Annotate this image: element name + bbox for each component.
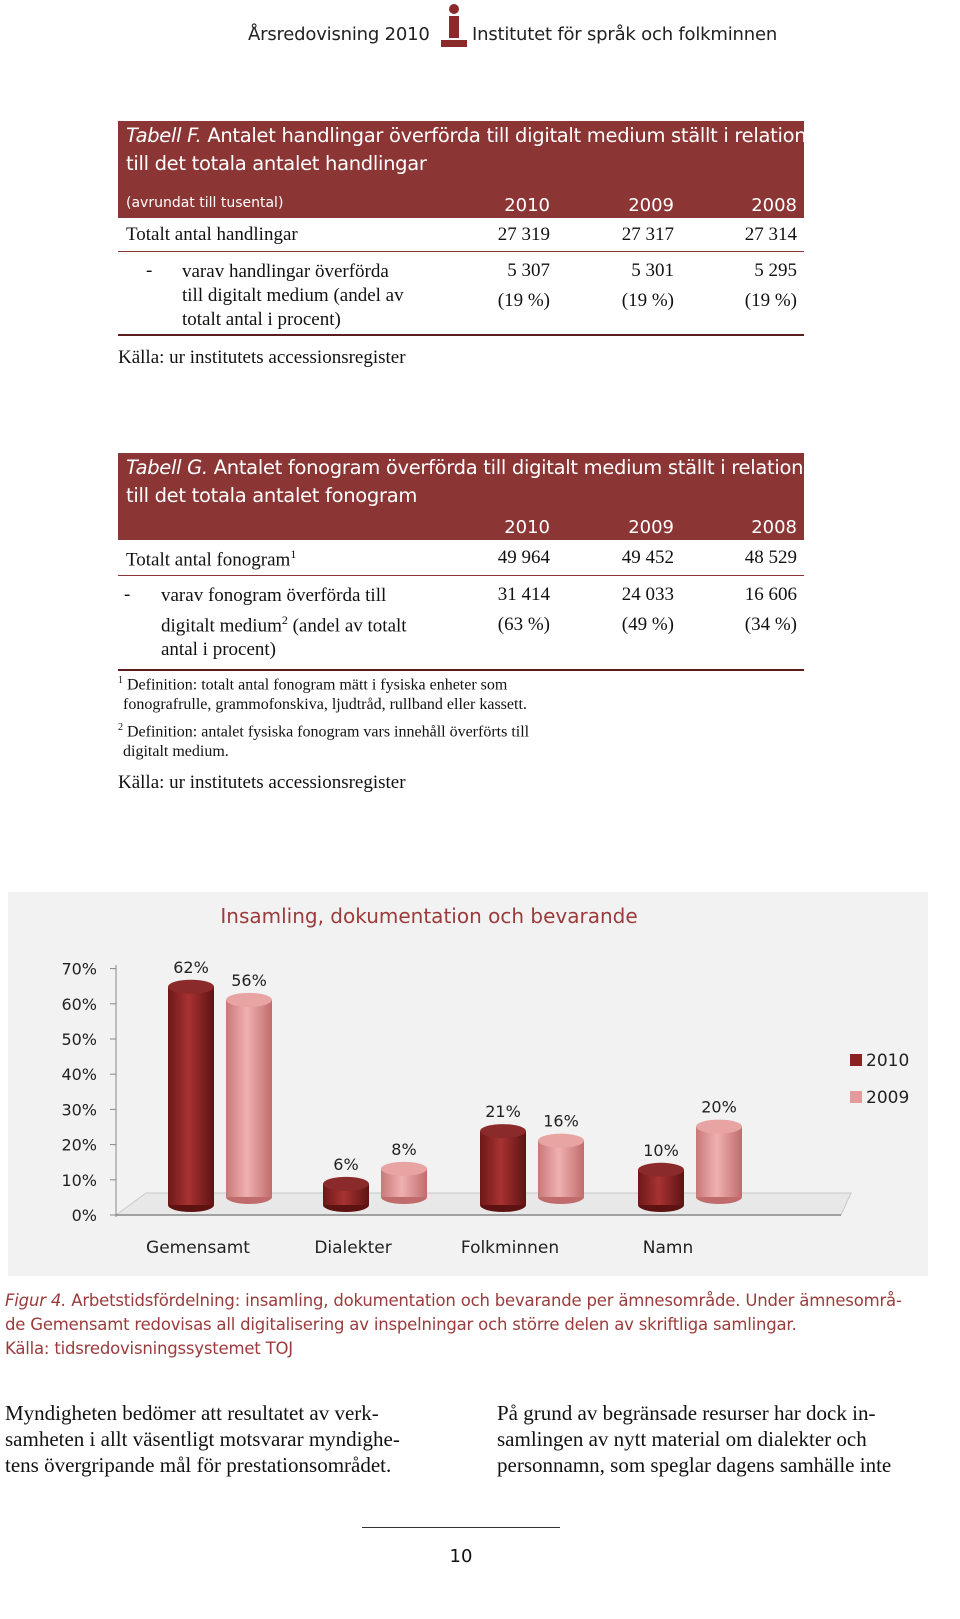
legend-label-2009: 2009 [866,1088,910,1108]
table-f-row-divider [118,251,804,252]
body-paragraph-left: Myndigheten bedömer att resultatet av verk- samheten i allt väsentligt motsvarar myndighe- tens övergripande mål för prestationsområdet. [5,1401,400,1477]
table-f-sub-2009: 5 301 [631,260,674,281]
table-f-year-2008: 2008 [751,195,797,216]
table-f-sub-label: varav handlingar överförda till digitalt medium (andel av totalt antal i procent) [182,261,404,330]
y-tick-label: 0% [71,1206,97,1225]
y-tick-label: 70% [61,959,97,979]
table-f-total-2008: 27 314 [744,224,797,245]
table-g-pct-2008: (34 %) [744,614,797,635]
table-g-footnote-2: $^2$ Definition: antalet fysiska fonogram vars innehåll överförts till digitalt medium. [118,722,530,761]
table-g-sub-2008: 16 606 [744,584,797,605]
table-f-label: Tabell F. [126,124,202,147]
y-tick-label: 20% [61,1135,97,1155]
footer-rule [362,1527,560,1528]
table-f-total-2009: 27 317 [621,224,674,245]
bar-top [168,980,214,994]
table-f-bottom-rule [118,334,804,336]
data-label: 8% [391,1139,417,1159]
legend-label-2010: 2010 [866,1051,910,1071]
table-f-year-2010: 2010 [504,195,550,216]
table-f-title: Tabell F. Antalet handlingar överförda till digitalt medium ställt i relation [126,124,807,147]
table-g-title-line2: till det totala antalet fonogram [126,484,418,507]
table-f-title-line2: till det totala antalet handlingar [126,152,427,175]
table-f-pct-2008: (19 %) [744,290,797,311]
table-g-row-divider [118,575,804,576]
page-number: 10 [449,1546,473,1567]
table-f-sub-2010: 5 307 [507,260,550,281]
data-label: 56% [231,970,267,990]
chart-title: Insamling, dokumentation och bevarande [220,904,638,928]
table-g-sub-2010: 31 414 [497,584,550,605]
bar-top [226,993,272,1007]
y-tick-label: 30% [61,1100,97,1120]
table-f-year-2009: 2009 [628,195,674,216]
figure-caption-source: Källa: tidsredovisningssystemet TOJ [5,1339,293,1358]
table-g-total-label: Totalt antal fonogram$^1$ [126,547,297,571]
bar-2009-namn [696,1127,742,1197]
table-f-sub-dash: - [146,260,153,281]
figure-caption: Figur 4. Arbetstidsfördelning: insamling, dokumentation och bevarande per ämnesområde. Under ämnesområ- [5,1291,902,1310]
table-g-year-2010: 2010 [504,517,550,538]
bar-top [381,1162,427,1176]
y-tick-label: 10% [61,1170,97,1190]
bar-2009-gemensamt [226,1000,272,1197]
header-institute-name: Institutet för språk och folkminnen [472,24,778,45]
data-label: 6% [333,1154,359,1174]
table-g-total-2009: 49 452 [621,547,674,568]
table-g-source: Källa: ur institutets accessionsregister [118,772,406,793]
bar-2010-folkminnen [480,1131,526,1205]
data-label: 21% [485,1102,521,1122]
data-label: 10% [643,1140,679,1160]
figure-caption-line2: de Gemensamt redovisas all digitalisering av inspelningar och större delen av skriftliga samlingar. [5,1315,797,1334]
table-f-pct-2010: (19 %) [497,290,550,311]
table-f-sub-2008: 5 295 [754,260,797,281]
table-f-total-label: Totalt antal handlingar [126,224,298,245]
data-label: 16% [543,1111,579,1131]
bar-top [480,1124,526,1138]
header-report-title: Årsredovisning 2010 [248,24,430,45]
bar-top [638,1163,684,1177]
bar-top [696,1120,742,1134]
x-category-label: Gemensamt [146,1238,250,1258]
x-category-label: Dialekter [314,1238,392,1258]
table-g-pct-2009: (49 %) [621,614,674,635]
table-g-total-2008: 48 529 [744,547,797,568]
table-g-total-2010: 49 964 [497,547,550,568]
table-f-note: (avrundat till tusental) [126,195,284,211]
table-g-label: Tabell G. [126,456,208,479]
x-category-label: Namn [642,1238,694,1258]
table-f-pct-2009: (19 %) [621,290,674,311]
bar-2009-folkminnen [538,1141,584,1197]
table-g-sub-dash: - [124,584,131,605]
data-label: 62% [173,957,209,977]
table-g-sub-label: varav fonogram överförda till digitalt medium$^2$ (andel av totalt antal i procent) [161,585,407,661]
body-paragraph-right: På grund av begränsade resurser har dock in- samlingen av nytt material om dialekter och personnamn, som speglar dagens samhälle inte [497,1401,892,1477]
y-tick-label: 50% [61,1030,97,1049]
x-category-label: Folkminnen [460,1238,560,1258]
y-tick-label: 60% [61,994,97,1014]
bar-chart [8,892,928,1276]
table-f-total-2010: 27 319 [497,224,550,245]
table-g-year-2008: 2008 [751,517,797,538]
table-g-pct-2010: (63 %) [497,614,550,635]
figure-label: Figur 4. [5,1291,67,1310]
bar-2010-gemensamt [168,987,214,1205]
legend-swatch-2009 [850,1091,862,1103]
bar-top [323,1177,369,1191]
y-tick-label: 40% [61,1065,97,1085]
table-f-source: Källa: ur institutets accessionsregister [118,347,406,368]
table-g-year-2009: 2009 [628,517,674,538]
table-g-sub-2009: 24 033 [621,584,674,605]
bar-top [538,1134,584,1148]
data-label: 20% [701,1097,737,1117]
legend-swatch-2010 [850,1054,862,1066]
table-g-footnote-1: $^1$ Definition: totalt antal fonogram mätt i fysiska enheter som fonografrulle, grammofonskiva, ljudtråd, rullband eller kassett. [118,675,527,714]
table-g-title: Tabell G. Antalet fonogram överförda till digitalt medium ställt i relation [126,456,804,479]
